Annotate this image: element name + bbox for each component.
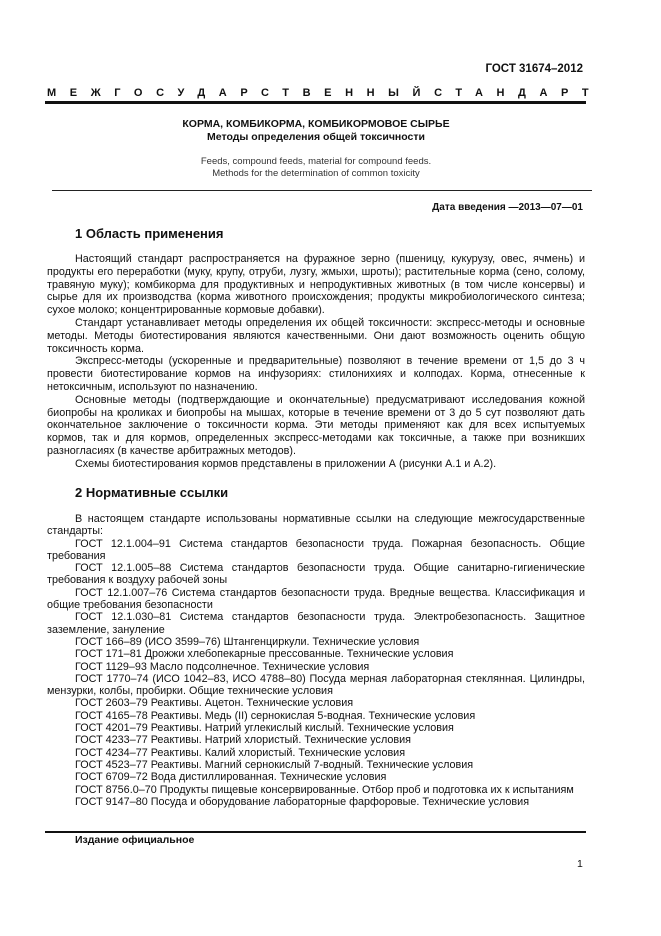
document-title-english	[47, 156, 585, 179]
reference-item: ГОСТ 166–89 (ИСО 3599–76) Штангенциркули. Технические условия	[75, 635, 420, 648]
official-edition-label: Издание официальное	[75, 834, 195, 846]
reference-item: ГОСТ 12.1.004–91 Система стандартов безопасности труда. Пожарная безопасность. Общие требования	[47, 537, 585, 562]
document-title	[47, 118, 585, 143]
reference-item: ГОСТ 171–81 Дрожжи хлебопекарные прессованные. Технические условия	[75, 648, 454, 661]
section-2-body	[47, 513, 585, 808]
title-en-line1: Feeds, compound feeds, material for compound feeds.	[200, 156, 432, 167]
page-number: 1	[577, 858, 583, 870]
reference-item: ГОСТ 1129–93 Масло подсолнечное. Технические условия	[75, 660, 370, 673]
reference-item: ГОСТ 4234–77 Реактивы. Калий хлористый. Технические условия	[75, 746, 406, 759]
interstate-standard-banner	[47, 87, 603, 99]
section-1-body	[47, 253, 585, 471]
title-divider	[52, 190, 592, 191]
header-divider	[45, 101, 586, 104]
paragraph: Схемы биотестирования кормов представлены в приложении А (рисунки А.1 и А.2).	[75, 457, 497, 470]
paragraph: Экспресс-методы (ускоренные и предварительные) позволяют в течение времени от 1,5 до 3 ч провести биотестирование кормов на инфузориях: стилонихиях и колподах. Корма, отнесенные к нетоксичным, используют по назначению.	[47, 355, 585, 393]
title-en-line2: Methods for the determination of common toxicity	[212, 167, 420, 179]
banner-word-standard: СТАНДАРТ	[434, 87, 603, 99]
reference-item: ГОСТ 12.1.007–76 Система стандартов безопасности труда. Вредные вещества. Классификация и общие требования безопасности	[47, 586, 585, 612]
reference-item: ГОСТ 1770–74 (ИСО 1042–83, ИСО 4788–80) Посуда мерная лабораторная стеклянная. Цилиндры, мензурки, колбы, пробирки. Общие технические условия	[47, 672, 585, 698]
reference-item: ГОСТ 8756.0–70 Продукты пищевые консервированные. Отбор проб и подготовка их к испытаниям	[75, 783, 574, 796]
reference-item: ГОСТ 2603–79 Реактивы. Ацетон. Технические условия	[75, 697, 354, 710]
reference-item: ГОСТ 12.1.005–88 Система стандартов безопасности труда. Общие санитарно-гигиенические требования к воздуху рабочей зоны	[47, 562, 585, 587]
banner-word-interstate: МЕЖГОСУДАРСТВЕННЫЙ	[47, 87, 435, 99]
reference-item: ГОСТ 4523–77 Реактивы. Магний сернокислый 7-водный. Технические условия	[75, 758, 474, 771]
paragraph: Основные методы (подтверждающие и окончательные) предусматривают исследования кожной биопробы на кроликах и биопробы на мышах, которые в течение времени от 3 до 5 сут позволяют дать окончательное заключение о токсичности корма. Эти методы применяют как для всех испытуемых кормов, так и для кормов, определенных экспресс-методами как токсичные, а также при возникших разногласиях (в качестве арбитражных методов).	[47, 393, 585, 457]
section-2-heading: 2 Нормативные ссылки	[75, 485, 229, 500]
footer-divider	[45, 831, 586, 833]
document-code: ГОСТ 31674–2012	[485, 63, 583, 75]
paragraph: В настоящем стандарте использованы нормативные ссылки на следующие межгосударственные стандарты:	[47, 513, 585, 538]
reference-item: ГОСТ 4233–77 Реактивы. Натрий хлористый. Технические условия	[75, 734, 411, 747]
reference-item: ГОСТ 9147–80 Посуда и оборудование лабораторные фарфоровые. Технические условия	[75, 795, 530, 808]
reference-item: ГОСТ 4201–79 Реактивы. Натрий углекислый кислый. Технические условия	[75, 722, 454, 735]
reference-item: ГОСТ 6709–72 Вода дистиллированная. Технические условия	[75, 771, 387, 784]
reference-item: ГОСТ 4165–78 Реактивы. Медь (II) сернокислая 5-водная. Технические условия	[75, 709, 476, 722]
title-ru-line2: Методы определения общей токсичности	[207, 130, 425, 143]
paragraph: Настоящий стандарт распространяется на фуражное зерно (пшеницу, кукурузу, овес, ячмень) и продукты его переработки (муку, крупу, отруби, лузгу, жмыхи, шроты); растительные корма (сено, солому, травяную муку); комбикорма для продуктивных и непродуктивных животных (в том числе консервы) и сырье для их производства (корма животного происхождения; продукты микробиологического синтеза; сухое молоко; концентрированные кормовые добавки).	[47, 253, 585, 317]
introduction-date: Дата введения —2013—07—01	[432, 202, 583, 213]
section-1-heading: 1 Область применения	[75, 226, 224, 241]
reference-item: ГОСТ 12.1.030–81 Система стандартов безопасности труда. Электробезопасность. Защитное заземление, зануление	[47, 611, 585, 636]
title-ru-line1: КОРМА, КОМБИКОРМА, КОМБИКОРМОВОЕ СЫРЬЕ	[182, 118, 450, 130]
paragraph: Стандарт устанавливает методы определения их общей токсичности: экспресс-методы и основные методы. Методы биотестирования являются качественными. Они дают возможность оценить общую токсичность корма.	[47, 316, 585, 355]
